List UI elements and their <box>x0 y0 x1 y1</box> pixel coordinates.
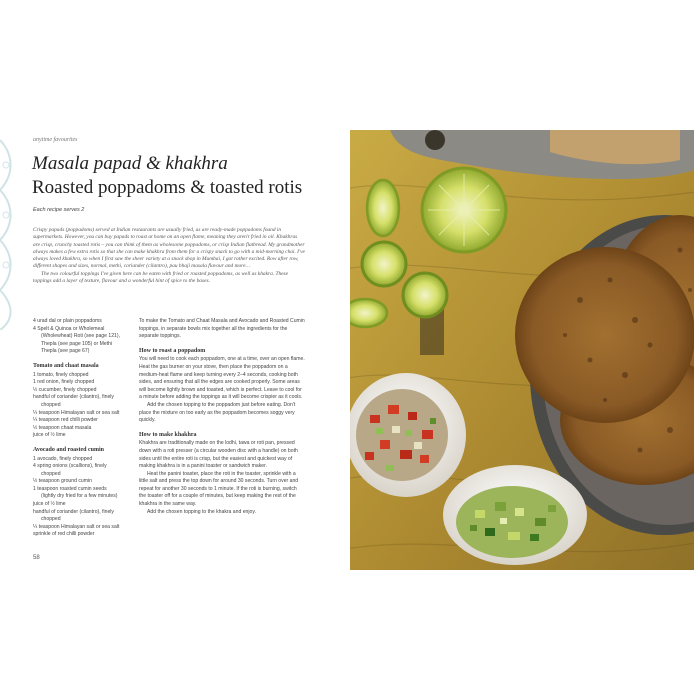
avocado-heading: Avocado and roasted cumin <box>33 446 104 453</box>
ingredient-line: handful of coriander (cilantro), finely <box>33 394 114 401</box>
page-number: 58 <box>33 555 40 561</box>
lime-wedge <box>350 299 387 327</box>
ingredient-line: sprinkle of red chilli powder <box>33 531 95 538</box>
tomato-topping <box>356 389 448 481</box>
food-photo <box>350 130 694 570</box>
method-paragraph: You will need to cook each poppadom, one at a time, over an open flame. Heat the gas burner on your stove, then place the poppadom on a medium-heat flame and keep turning every 2–4 seconds, cooking both sides, and ensuring that all the edges are cooked properly. Some areas will become lightly brown and toasted, which is perfect. Leave to cool for a minute before adding the toppings as it will become crispier as it cools. <box>139 356 305 401</box>
ingredient-line: Thepla (see page 67) <box>41 348 90 355</box>
section-label: anytime favourites <box>33 137 78 143</box>
chaat-heading: Tomato and chaat masala <box>33 362 99 369</box>
ingredient-line: ½ cucumber, finely chopped <box>33 386 97 393</box>
chaat-ingredients-list <box>33 372 129 440</box>
ingredient-line: chopped <box>41 470 61 477</box>
ingredient-line: ¼ teaspoon red chilli powder <box>33 417 98 424</box>
ingredient-line: juice of ½ lime <box>33 432 66 439</box>
ingredient-line: Thepla (see page 105) or Methi <box>41 340 113 347</box>
ingredient-line: 1 avocado, finely chopped <box>33 455 93 462</box>
ingredient-line: ½ teaspoon chaat masala <box>33 424 92 431</box>
recipe-title-hindi: Masala papad & khakhra <box>32 153 228 174</box>
ingredient-line: 4 Spelt & Quinoa or Wholemeal <box>33 325 105 332</box>
lime-slice <box>362 242 406 286</box>
ingredient-line: 4 spring onions (scallions), finely <box>33 463 107 470</box>
serves-note: Each recipe serves 2 <box>33 207 85 213</box>
ingredient-line: ½ teaspoon ground cumin <box>33 478 92 485</box>
khakhra-heading: How to make khakhra <box>139 431 197 438</box>
method-paragraph: Add the chosen topping to the khakra and enjoy. <box>147 508 256 515</box>
tray-hole <box>425 130 445 150</box>
avocado-ingredients-list <box>33 456 129 540</box>
ingredient-line: ¼ teaspoon Himalayan salt or sea salt <box>33 409 120 416</box>
decorative-swirl-icon <box>0 130 16 330</box>
ingredients-base-list <box>33 318 129 356</box>
lime-slice <box>403 273 447 317</box>
ingredient-line: (Wholewheat) Roti (see page 121), <box>41 333 120 340</box>
ingredient-line: juice of ½ lime <box>33 501 66 508</box>
ingredient-line: chopped <box>41 401 61 408</box>
ingredient-line: 4 urad dal or plain poppadoms <box>33 318 102 324</box>
ingredient-line: 1 red onion, finely chopped <box>33 379 95 386</box>
ingredient-line: handful of coriander (cilantro), finely <box>33 508 114 515</box>
ingredient-line: 1 teaspoon roasted cumin seeds <box>33 485 107 492</box>
roti <box>515 247 694 423</box>
ingredient-line: chopped <box>41 516 61 523</box>
poppadom-heading: How to roast a poppadom <box>139 347 206 354</box>
ingredient-line: (lightly dry fried for a few minutes) <box>41 493 118 500</box>
ingredient-line: ¼ teaspoon Himalayan salt or sea salt <box>33 523 120 530</box>
recipe-title-english: Roasted poppadoms & toasted rotis <box>32 177 303 198</box>
avocado-topping <box>456 486 568 558</box>
method-paragraph: Khakhra are traditionally made on the lodhi, tawa or roti pan, pressed down with a roti presser (a circular wooden disc with a handle) on both sides until the entire roti is crisp, but the easiest and quickest way of making khakhra is in a panini toaster or sandwich maker. <box>139 440 298 470</box>
lime-wedge <box>367 180 399 236</box>
method-intro: To make the Tomato and Chaat Masala and Avocado and Roasted Cumin toppings, in separate bowls mix together all the ingredients for the separate toppings. <box>139 318 305 340</box>
intro-text <box>33 227 305 285</box>
intro-paragraph: Crispy papads (poppadoms) served at Indian restaurants are usually fried, as are ready-made poppadoms found in supermarkets. However, you can buy papads to roast at home on an open flame, meaning they aren't fried in oil. Khakhras are crisp, crunchy toasted rotis – you can think of them as wholesome poppadoms, or crisp Indian flatbread. My grandmother always makes a few extra rotis so that she can make khakhra from them for a crispy snack to go with a mid-morning chai. I've always loved khakhra, so when I first saw the sheer variety at a snack shop in Mumbai, I got rather excited. Row after row, different shapes and sizes, normal, methi, coriander (cilantro), pau bhaji masala flavour and more… <box>33 227 305 270</box>
intro-paragraph: The two colourful toppings I've given here can be eaten with fried or roasted poppadoms, as well as khakra. These toppings add a layer of texture, flavour and a wonderful hint of spice to the bases. <box>33 270 289 285</box>
method-paragraph: Add the chosen topping to the poppadom just before eating. Don't place the mixture on too early as the poppadom becomes soggy very quickly. <box>139 401 296 424</box>
ingredient-line: 1 tomato, finely chopped <box>33 371 89 378</box>
ingredients-column <box>33 318 129 539</box>
method-column <box>139 318 305 516</box>
method-paragraph: Heat the panini toaster, place the roti in the toaster, sprinkle with a little salt and press the top down for around 30 seconds. Turn over and repeat for another 30 seconds to 1 minute. If the roti is burning, switch the toaster off for a couple of minutes, but keep making the rest of the khakhra in the same way. <box>139 470 299 508</box>
